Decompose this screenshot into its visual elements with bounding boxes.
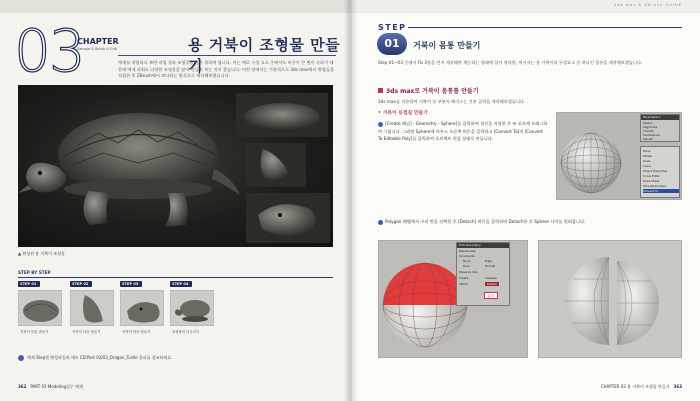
square-bullet-icon (378, 88, 383, 93)
chapter-number: 03 (14, 17, 84, 85)
radio-none[interactable]: None (463, 259, 471, 263)
create-button[interactable]: Create (459, 276, 469, 280)
step-bullet-icon (378, 220, 383, 225)
instruction-1 (378, 120, 548, 143)
section-heading-text: 3ds max로 거북이 몸통틀 만들기 (386, 88, 479, 95)
running-header: 3ds max & ZBrush GUIDE (614, 3, 682, 7)
step-badge: STEP 04 (170, 281, 192, 287)
edit-geometry-panel (456, 242, 510, 306)
detach-button[interactable]: Detach (487, 282, 497, 286)
step-thumbnail (70, 290, 114, 326)
step-badge: STEP 03 (120, 281, 142, 287)
shell-thumb-illustration (19, 291, 62, 326)
left-footer-text: PART 03 Modeling실무 예제 (30, 384, 83, 389)
menu-item[interactable]: Scale (643, 159, 651, 163)
menu-item[interactable]: Curve Editor (643, 174, 661, 178)
instruction-2 (378, 218, 678, 226)
step-bullet-icon (378, 122, 383, 127)
panel-row[interactable]: Squash (643, 137, 654, 141)
quad-menu-panel (640, 146, 680, 198)
radio-face[interactable]: Face (463, 264, 470, 268)
step-by-step-header (18, 270, 333, 278)
panel-row: Constraints (459, 254, 475, 258)
chapter-intro: 예제를 작업하다 보면 작업 결과 조형물을 많이 접하게 됩니다. 이는 예로 구성 요소 중에서도 비중이 큰 면이 속하기 때문에 예제 파워도 다양한 조형물을 많이 만들어 보는 것이 좋습니다. 이번 장에서는 기본적으로 3ds max에서 방법들을 직접한 후 ZBrush에서 보다하는 방식으로 제작해보겠습니다. (118, 60, 334, 79)
attach-button[interactable]: Attach (459, 282, 469, 286)
photo-caption: ▲ 완성된 용 거북이 조형물 (18, 251, 65, 256)
panel-row[interactable]: Smooth (643, 129, 654, 133)
right-footer-text: CHAPTER 03 용 거북이 조형물 만들기 (600, 384, 670, 389)
section-heading (378, 86, 479, 95)
split-sphere-screenshot (538, 240, 682, 358)
left-footer (18, 384, 83, 390)
panel-row[interactable]: Radius (643, 121, 653, 125)
panel-title: Edit Geometry (457, 243, 509, 248)
menu-item[interactable]: Dope Sheet (643, 179, 660, 183)
right-folio: 363 (673, 384, 682, 389)
step-caption: 거북이 몸통 만들기 (20, 330, 49, 334)
turtle-render-image (18, 85, 333, 247)
checkbox-preserve-uvs[interactable]: Preserve UVs (459, 270, 478, 274)
menu-item[interactable]: Wire Parameters (643, 184, 667, 188)
instruction-2-text: Polygon 레벨에서 구의 반을 선택한 후 [Detach] 버튼을 클릭하여 Detach한 후 Sphere 사이를 벌려줍니다. (385, 219, 586, 224)
leg-thumb-illustration (71, 291, 114, 326)
panel-row[interactable]: Hemisphere (643, 133, 660, 137)
step-number-badge: 01 (377, 33, 407, 55)
parameters-panel (640, 114, 680, 142)
panel-title: Parameters (641, 115, 679, 120)
panel-row[interactable]: Repeat Last (459, 249, 476, 253)
step-thumbnail (170, 290, 214, 326)
step-caption: 거북이 머리 만들기 (122, 330, 151, 334)
menu-item[interactable]: Object Properties (643, 169, 668, 173)
book-gutter-shadow (344, 0, 358, 401)
cd-note-text: 예제 Step별 완성파일과 매트 CD:Part 03/03_Dragon_Turtle 폴더를 참조하세요. (27, 355, 173, 360)
cd-note (18, 355, 172, 361)
step-thumbnail (120, 290, 164, 326)
menu-item[interactable]: Move (643, 149, 651, 153)
menu-item-convert-to[interactable]: Convert To: (643, 189, 679, 193)
step-word: STEP (378, 23, 407, 32)
radio-edge[interactable]: Edge (485, 259, 493, 263)
step-by-step-label: STEP BY STEP (18, 270, 51, 275)
step-by-step-rule (18, 277, 333, 278)
menu-item[interactable]: Rotate (643, 154, 653, 158)
left-folio: 362 (18, 384, 27, 389)
chapter-label: CHAPTER (77, 37, 119, 46)
step-caption: 조형물의 마무리기 (172, 330, 200, 334)
step-rule (408, 27, 682, 28)
final-thumb-illustration (171, 291, 214, 326)
collapse-button[interactable]: Collapse (485, 276, 497, 280)
instruction-1-text: [Create 패널] - Geometry - Sphere]를 클릭하여 접선을 지정한 후 뷰 포트에 드래그하여 그립니다. 그러면 Sphere에 마우스 오른쪽 버튼을 클릭하고 [Convert To]의 [Convert To Editable Poly]를 클릭하여 오브젝트 편집 상태로 만듭니다. (378, 121, 548, 142)
chapter-subtitle: Sample & Brush & Edit (77, 47, 117, 51)
subsection-heading: • 거북이 등껍질 만들기 (378, 111, 428, 116)
cd-icon (18, 355, 24, 361)
panel-row[interactable]: Segments (643, 125, 658, 129)
split-sphere-illustration (539, 241, 682, 358)
right-page (350, 0, 700, 401)
section-intro: 3ds max를 이용하여 거북이 등 부분의 베이스는 기본 골격을 제작해보겠습니다. (378, 99, 526, 104)
step-caption: 거북이 다리 만들기 (72, 330, 101, 334)
title-rule (118, 55, 336, 56)
step-thumbnail (18, 290, 62, 326)
step-badge: STEP 02 (70, 281, 92, 287)
head-thumb-illustration (121, 291, 164, 326)
detach-callout-badge: 분리 (484, 292, 498, 299)
step-badge: STEP 01 (18, 281, 40, 287)
chapter-title: 용 거북이 조형물 만들기 (188, 36, 341, 75)
step-intro: Step 01~03 중에서 Fb 3장을 먼저 제작해야 재능하는 형태에 입어 정리한, 여기서는 용 거북이의 구성요소 중 하나인 몸통을 제작해보겠습니다. (378, 60, 643, 65)
menu-item[interactable]: Clone (643, 164, 651, 168)
right-footer (601, 384, 682, 390)
turtle-render-illustration (18, 85, 333, 247)
step-heading: 거북이 몸통 만들기 (413, 41, 481, 50)
top-band (0, 0, 350, 13)
radio-normal[interactable]: Normal (485, 264, 496, 268)
